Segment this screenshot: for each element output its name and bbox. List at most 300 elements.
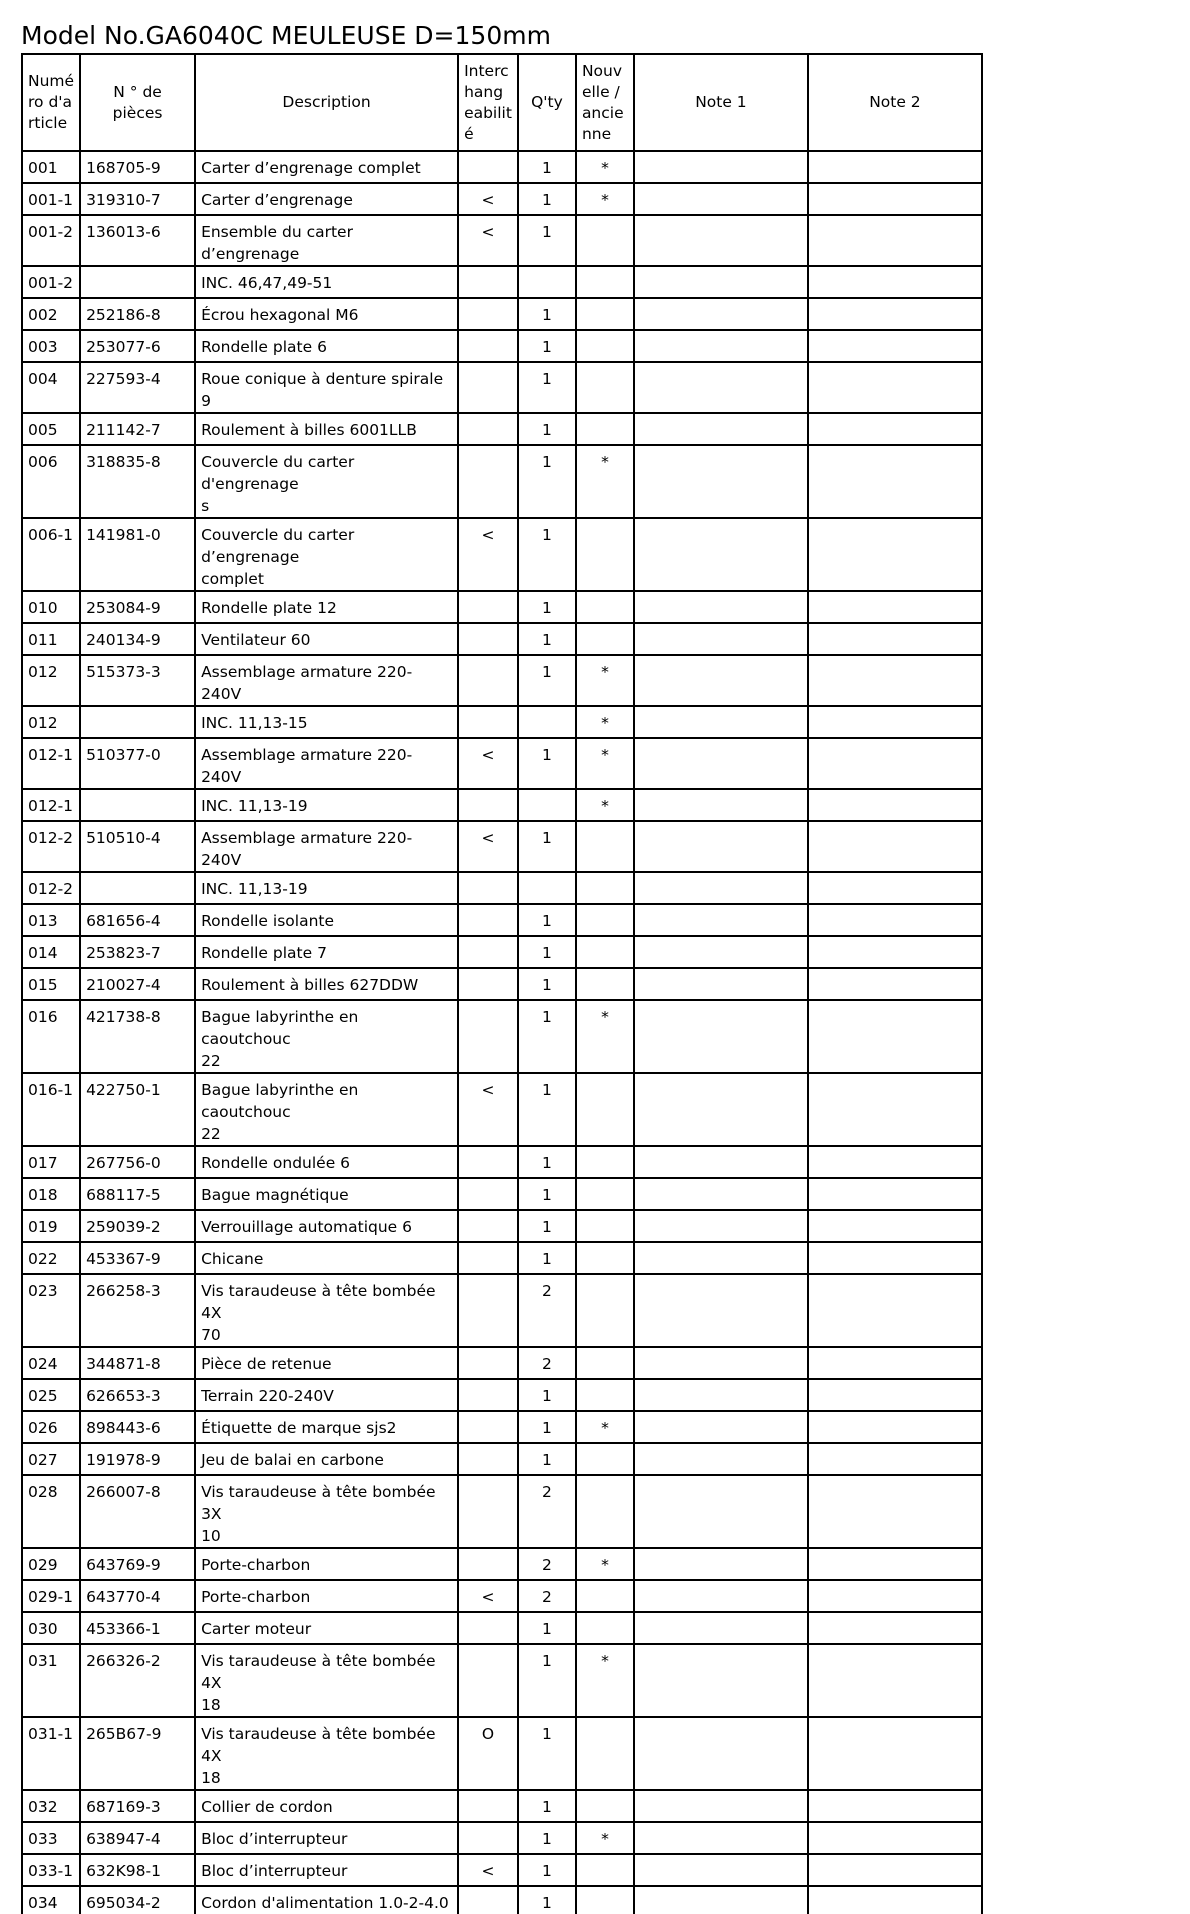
- parts-table-body: [22, 151, 982, 1914]
- cell-part-no: 211142-7: [80, 413, 195, 445]
- cell-description: Assemblage armature 220-240V: [195, 821, 458, 872]
- cell-interchangeability: <: [458, 738, 518, 789]
- cell-item-no: 032: [22, 1790, 80, 1822]
- cell-note1: [634, 1854, 808, 1886]
- cell-part-no: [80, 872, 195, 904]
- cell-description: Assemblage armature 220-240V: [195, 738, 458, 789]
- cell-qty: 1: [518, 298, 576, 330]
- cell-qty: 1: [518, 1146, 576, 1178]
- cell-description: Roue conique à denture spirale 9: [195, 362, 458, 413]
- cell-interchangeability: O: [458, 1717, 518, 1790]
- table-header-row: [22, 54, 982, 151]
- header-note2: Note 2: [808, 54, 982, 151]
- cell-description: INC. 11,13-19: [195, 789, 458, 821]
- cell-note2: [808, 1000, 982, 1073]
- cell-part-no: 898443-6: [80, 1411, 195, 1443]
- table-row: [22, 936, 982, 968]
- cell-note1: [634, 1178, 808, 1210]
- cell-note2: [808, 1379, 982, 1411]
- cell-note1: [634, 518, 808, 591]
- cell-qty: 1: [518, 330, 576, 362]
- cell-item-no: 004: [22, 362, 80, 413]
- cell-part-no: 210027-4: [80, 968, 195, 1000]
- cell-interchangeability: [458, 151, 518, 183]
- table-row: [22, 623, 982, 655]
- cell-item-no: 030: [22, 1612, 80, 1644]
- cell-description: Bague labyrinthe en caoutchouc 22: [195, 1000, 458, 1073]
- cell-interchangeability: [458, 623, 518, 655]
- cell-description: Ventilateur 60: [195, 623, 458, 655]
- cell-description: Bloc d’interrupteur: [195, 1854, 458, 1886]
- cell-part-no: 643770-4: [80, 1580, 195, 1612]
- cell-item-no: 031: [22, 1644, 80, 1717]
- cell-new-old: *: [576, 1822, 634, 1854]
- cell-interchangeability: [458, 1443, 518, 1475]
- cell-interchangeability: [458, 1242, 518, 1274]
- cell-interchangeability: [458, 1178, 518, 1210]
- header-interchangeability: Interc hang eabilit é: [458, 54, 518, 151]
- cell-note2: [808, 413, 982, 445]
- cell-item-no: 028: [22, 1475, 80, 1548]
- cell-note1: [634, 936, 808, 968]
- table-row: [22, 655, 982, 706]
- cell-new-old: [576, 330, 634, 362]
- cell-qty: 2: [518, 1475, 576, 1548]
- table-row: [22, 1178, 982, 1210]
- table-row: [22, 1717, 982, 1790]
- cell-description: Étiquette de marque sjs2: [195, 1411, 458, 1443]
- cell-description: Chicane: [195, 1242, 458, 1274]
- cell-qty: 1: [518, 183, 576, 215]
- cell-part-no: 453367-9: [80, 1242, 195, 1274]
- cell-new-old: *: [576, 706, 634, 738]
- cell-interchangeability: [458, 1347, 518, 1379]
- cell-qty: 1: [518, 936, 576, 968]
- cell-item-no: 013: [22, 904, 80, 936]
- cell-note2: [808, 330, 982, 362]
- cell-note1: [634, 266, 808, 298]
- cell-part-no: 318835-8: [80, 445, 195, 518]
- cell-part-no: 253823-7: [80, 936, 195, 968]
- cell-interchangeability: [458, 706, 518, 738]
- cell-note1: [634, 1443, 808, 1475]
- cell-item-no: 001-2: [22, 215, 80, 266]
- cell-note2: [808, 1612, 982, 1644]
- cell-qty: 1: [518, 1242, 576, 1274]
- cell-part-no: 265B67-9: [80, 1717, 195, 1790]
- cell-part-no: 515373-3: [80, 655, 195, 706]
- cell-description: Verrouillage automatique 6: [195, 1210, 458, 1242]
- cell-qty: 1: [518, 518, 576, 591]
- cell-note1: [634, 1580, 808, 1612]
- cell-qty: 1: [518, 968, 576, 1000]
- cell-note2: [808, 936, 982, 968]
- cell-item-no: 023: [22, 1274, 80, 1347]
- cell-new-old: [576, 1612, 634, 1644]
- cell-description: Cordon d'alimentation 1.0-2-4.0: [195, 1886, 458, 1914]
- cell-item-no: 033-1: [22, 1854, 80, 1886]
- cell-note2: [808, 1580, 982, 1612]
- cell-qty: 1: [518, 1210, 576, 1242]
- cell-description: Carter moteur: [195, 1612, 458, 1644]
- cell-item-no: 005: [22, 413, 80, 445]
- cell-interchangeability: [458, 1822, 518, 1854]
- cell-new-old: *: [576, 1000, 634, 1073]
- table-row: [22, 1854, 982, 1886]
- cell-part-no: 510510-4: [80, 821, 195, 872]
- cell-new-old: *: [576, 183, 634, 215]
- cell-note1: [634, 1274, 808, 1347]
- cell-new-old: [576, 623, 634, 655]
- cell-note1: [634, 623, 808, 655]
- cell-item-no: 016: [22, 1000, 80, 1073]
- cell-new-old: [576, 821, 634, 872]
- cell-note2: [808, 706, 982, 738]
- cell-interchangeability: [458, 298, 518, 330]
- header-qty: Q'ty: [518, 54, 576, 151]
- cell-interchangeability: [458, 936, 518, 968]
- cell-note1: [634, 183, 808, 215]
- cell-item-no: 026: [22, 1411, 80, 1443]
- cell-description: Porte-charbon: [195, 1548, 458, 1580]
- cell-item-no: 027: [22, 1443, 80, 1475]
- cell-note2: [808, 872, 982, 904]
- cell-item-no: 012-2: [22, 872, 80, 904]
- cell-interchangeability: [458, 266, 518, 298]
- cell-note1: [634, 706, 808, 738]
- cell-part-no: 638947-4: [80, 1822, 195, 1854]
- cell-new-old: [576, 1475, 634, 1548]
- cell-part-no: [80, 789, 195, 821]
- cell-interchangeability: <: [458, 1854, 518, 1886]
- cell-interchangeability: [458, 1886, 518, 1914]
- cell-interchangeability: [458, 1274, 518, 1347]
- cell-note2: [808, 1411, 982, 1443]
- cell-part-no: 266326-2: [80, 1644, 195, 1717]
- parts-table: [21, 53, 983, 1914]
- cell-item-no: 015: [22, 968, 80, 1000]
- cell-new-old: [576, 215, 634, 266]
- cell-item-no: 012: [22, 655, 80, 706]
- cell-description: Écrou hexagonal M6: [195, 298, 458, 330]
- cell-item-no: 018: [22, 1178, 80, 1210]
- cell-item-no: 010: [22, 591, 80, 623]
- cell-qty: 1: [518, 1443, 576, 1475]
- cell-qty: [518, 872, 576, 904]
- cell-new-old: [576, 1790, 634, 1822]
- cell-new-old: [576, 413, 634, 445]
- cell-note1: [634, 298, 808, 330]
- table-row: [22, 298, 982, 330]
- cell-note2: [808, 655, 982, 706]
- cell-note1: [634, 1146, 808, 1178]
- cell-new-old: [576, 1242, 634, 1274]
- cell-part-no: 319310-7: [80, 183, 195, 215]
- table-row: [22, 821, 982, 872]
- cell-part-no: 453366-1: [80, 1612, 195, 1644]
- cell-qty: 2: [518, 1548, 576, 1580]
- cell-note2: [808, 821, 982, 872]
- cell-note1: [634, 738, 808, 789]
- cell-new-old: [576, 1347, 634, 1379]
- cell-note2: [808, 1854, 982, 1886]
- cell-interchangeability: [458, 1548, 518, 1580]
- table-row: [22, 1612, 982, 1644]
- cell-interchangeability: [458, 413, 518, 445]
- cell-interchangeability: [458, 362, 518, 413]
- cell-new-old: [576, 968, 634, 1000]
- cell-note2: [808, 445, 982, 518]
- cell-interchangeability: <: [458, 1073, 518, 1146]
- cell-note2: [808, 151, 982, 183]
- cell-interchangeability: [458, 1644, 518, 1717]
- cell-description: Bloc d’interrupteur: [195, 1822, 458, 1854]
- cell-part-no: 252186-8: [80, 298, 195, 330]
- table-row: [22, 1242, 982, 1274]
- cell-note2: [808, 1822, 982, 1854]
- table-row: [22, 445, 982, 518]
- cell-part-no: 681656-4: [80, 904, 195, 936]
- cell-qty: 2: [518, 1274, 576, 1347]
- cell-note1: [634, 1717, 808, 1790]
- cell-part-no: 626653-3: [80, 1379, 195, 1411]
- table-row: [22, 1790, 982, 1822]
- cell-note2: [808, 1717, 982, 1790]
- table-row: [22, 1411, 982, 1443]
- table-row: [22, 904, 982, 936]
- table-row: [22, 1274, 982, 1347]
- cell-qty: 1: [518, 655, 576, 706]
- cell-part-no: 141981-0: [80, 518, 195, 591]
- cell-interchangeability: [458, 655, 518, 706]
- header-note1: Note 1: [634, 54, 808, 151]
- cell-interchangeability: [458, 1210, 518, 1242]
- cell-new-old: [576, 1379, 634, 1411]
- cell-description: Roulement à billes 627DDW: [195, 968, 458, 1000]
- header-new-old: Nouv elle / ancie nne: [576, 54, 634, 151]
- cell-note1: [634, 1210, 808, 1242]
- cell-qty: 2: [518, 1580, 576, 1612]
- cell-description: Vis taraudeuse à tête bombée 3X 10: [195, 1475, 458, 1548]
- cell-new-old: [576, 1178, 634, 1210]
- cell-item-no: 006: [22, 445, 80, 518]
- cell-item-no: 029-1: [22, 1580, 80, 1612]
- cell-new-old: [576, 936, 634, 968]
- cell-part-no: 344871-8: [80, 1347, 195, 1379]
- cell-note1: [634, 1073, 808, 1146]
- cell-interchangeability: [458, 1475, 518, 1548]
- cell-description: Bague magnétique: [195, 1178, 458, 1210]
- table-row: [22, 1644, 982, 1717]
- cell-note1: [634, 1548, 808, 1580]
- cell-note2: [808, 1644, 982, 1717]
- cell-qty: 1: [518, 1854, 576, 1886]
- cell-item-no: 033: [22, 1822, 80, 1854]
- cell-interchangeability: [458, 968, 518, 1000]
- table-row: [22, 1443, 982, 1475]
- cell-note1: [634, 413, 808, 445]
- page-title: Model No.GA6040C MEULEUSE D=150mm: [21, 21, 551, 50]
- cell-new-old: *: [576, 151, 634, 183]
- cell-note1: [634, 1886, 808, 1914]
- cell-note1: [634, 1000, 808, 1073]
- cell-note1: [634, 591, 808, 623]
- cell-qty: 1: [518, 1000, 576, 1073]
- cell-item-no: 012-2: [22, 821, 80, 872]
- cell-item-no: 022: [22, 1242, 80, 1274]
- table-row: [22, 968, 982, 1000]
- cell-description: Couvercle du carter d'engrenage s: [195, 445, 458, 518]
- cell-description: Vis taraudeuse à tête bombée 4X 18: [195, 1717, 458, 1790]
- cell-description: Carter d’engrenage: [195, 183, 458, 215]
- cell-new-old: [576, 591, 634, 623]
- cell-description: Vis taraudeuse à tête bombée 4X 70: [195, 1274, 458, 1347]
- cell-qty: 1: [518, 738, 576, 789]
- header-description: Description: [195, 54, 458, 151]
- cell-item-no: 029: [22, 1548, 80, 1580]
- cell-note2: [808, 183, 982, 215]
- cell-note2: [808, 1146, 982, 1178]
- cell-description: Terrain 220-240V: [195, 1379, 458, 1411]
- cell-item-no: 011: [22, 623, 80, 655]
- cell-description: Jeu de balai en carbone: [195, 1443, 458, 1475]
- cell-part-no: 632K98-1: [80, 1854, 195, 1886]
- cell-item-no: 025: [22, 1379, 80, 1411]
- cell-note1: [634, 362, 808, 413]
- cell-qty: 2: [518, 1347, 576, 1379]
- cell-qty: 1: [518, 1612, 576, 1644]
- cell-new-old: [576, 1886, 634, 1914]
- cell-qty: 1: [518, 1886, 576, 1914]
- cell-new-old: [576, 362, 634, 413]
- table-row: [22, 1580, 982, 1612]
- table-row: [22, 266, 982, 298]
- cell-new-old: *: [576, 1411, 634, 1443]
- cell-item-no: 012: [22, 706, 80, 738]
- table-row: [22, 1379, 982, 1411]
- cell-item-no: 006-1: [22, 518, 80, 591]
- cell-item-no: 002: [22, 298, 80, 330]
- cell-note1: [634, 1822, 808, 1854]
- cell-description: INC. 11,13-15: [195, 706, 458, 738]
- table-row: [22, 1347, 982, 1379]
- cell-note1: [634, 872, 808, 904]
- cell-note2: [808, 266, 982, 298]
- cell-interchangeability: [458, 1612, 518, 1644]
- cell-note2: [808, 1178, 982, 1210]
- cell-item-no: 017: [22, 1146, 80, 1178]
- cell-note2: [808, 738, 982, 789]
- cell-note2: [808, 362, 982, 413]
- cell-item-no: 019: [22, 1210, 80, 1242]
- cell-qty: 1: [518, 215, 576, 266]
- cell-note2: [808, 1242, 982, 1274]
- cell-interchangeability: <: [458, 1580, 518, 1612]
- cell-part-no: 695034-2: [80, 1886, 195, 1914]
- cell-new-old: [576, 1580, 634, 1612]
- table-row: [22, 1548, 982, 1580]
- cell-interchangeability: [458, 789, 518, 821]
- cell-note2: [808, 1886, 982, 1914]
- cell-note1: [634, 1347, 808, 1379]
- cell-item-no: 012-1: [22, 738, 80, 789]
- cell-qty: 1: [518, 1379, 576, 1411]
- cell-note1: [634, 789, 808, 821]
- cell-note1: [634, 1644, 808, 1717]
- cell-description: Rondelle plate 6: [195, 330, 458, 362]
- cell-interchangeability: [458, 1790, 518, 1822]
- cell-qty: [518, 706, 576, 738]
- cell-description: Rondelle isolante: [195, 904, 458, 936]
- cell-qty: 1: [518, 1644, 576, 1717]
- cell-note2: [808, 298, 982, 330]
- cell-part-no: 253084-9: [80, 591, 195, 623]
- cell-interchangeability: <: [458, 518, 518, 591]
- table-row: [22, 1886, 982, 1914]
- cell-note1: [634, 445, 808, 518]
- cell-note2: [808, 623, 982, 655]
- table-row: [22, 183, 982, 215]
- cell-qty: 1: [518, 1411, 576, 1443]
- cell-item-no: 001-1: [22, 183, 80, 215]
- cell-note1: [634, 1475, 808, 1548]
- cell-new-old: [576, 518, 634, 591]
- cell-description: Couvercle du carter d’engrenage complet: [195, 518, 458, 591]
- cell-description: Pièce de retenue: [195, 1347, 458, 1379]
- cell-description: Rondelle plate 7: [195, 936, 458, 968]
- cell-note1: [634, 1242, 808, 1274]
- cell-new-old: *: [576, 738, 634, 789]
- cell-note1: [634, 330, 808, 362]
- cell-new-old: [576, 1073, 634, 1146]
- cell-description: Assemblage armature 220-240V: [195, 655, 458, 706]
- cell-note1: [634, 151, 808, 183]
- cell-description: Bague labyrinthe en caoutchouc 22: [195, 1073, 458, 1146]
- cell-note1: [634, 215, 808, 266]
- table-row: [22, 1210, 982, 1242]
- cell-part-no: 266258-3: [80, 1274, 195, 1347]
- cell-part-no: [80, 266, 195, 298]
- table-row: [22, 1000, 982, 1073]
- cell-part-no: 240134-9: [80, 623, 195, 655]
- cell-item-no: 003: [22, 330, 80, 362]
- cell-description: Collier de cordon: [195, 1790, 458, 1822]
- cell-new-old: *: [576, 655, 634, 706]
- cell-note2: [808, 1548, 982, 1580]
- cell-part-no: 136013-6: [80, 215, 195, 266]
- cell-qty: [518, 789, 576, 821]
- table-row: [22, 706, 982, 738]
- cell-part-no: 227593-4: [80, 362, 195, 413]
- cell-note1: [634, 1411, 808, 1443]
- cell-note1: [634, 655, 808, 706]
- cell-description: Rondelle ondulée 6: [195, 1146, 458, 1178]
- cell-note1: [634, 1612, 808, 1644]
- cell-note2: [808, 1443, 982, 1475]
- cell-interchangeability: [458, 1411, 518, 1443]
- cell-note2: [808, 1073, 982, 1146]
- cell-note2: [808, 1790, 982, 1822]
- cell-qty: 1: [518, 1790, 576, 1822]
- cell-qty: 1: [518, 1822, 576, 1854]
- cell-interchangeability: [458, 872, 518, 904]
- cell-qty: 1: [518, 1073, 576, 1146]
- cell-part-no: 421738-8: [80, 1000, 195, 1073]
- cell-qty: 1: [518, 1178, 576, 1210]
- cell-new-old: [576, 1146, 634, 1178]
- cell-interchangeability: <: [458, 821, 518, 872]
- cell-interchangeability: [458, 330, 518, 362]
